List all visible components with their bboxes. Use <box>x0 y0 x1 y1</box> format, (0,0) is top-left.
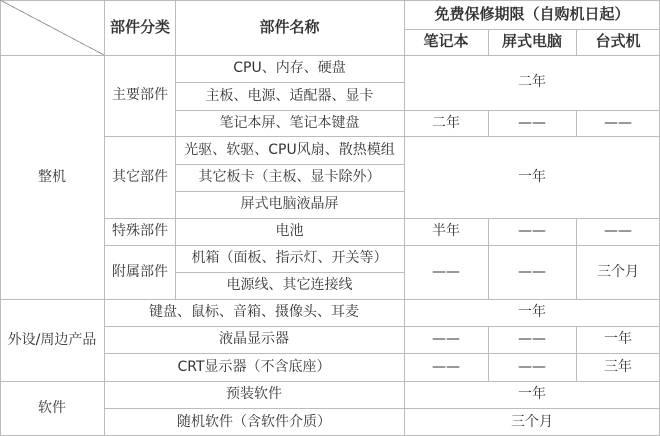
part-cables: 电源线、其它连接线 <box>226 277 353 294</box>
part-cpu-memory-disk: CPU、内存、硬盘 <box>233 60 346 77</box>
part-lcd-monitor: 液晶显示器 <box>219 331 289 348</box>
value-laptop-screen-desktop: —— <box>604 114 632 131</box>
header-col-laptop: 笔记本 <box>423 32 469 51</box>
part-battery: 电池 <box>275 223 304 240</box>
value-battery-laptop: 半年 <box>432 223 460 240</box>
value-accessory-laptop: —— <box>432 263 460 280</box>
part-preinstalled-software: 预装软件 <box>226 386 282 403</box>
header-warranty-title: 免费保修期限（自购机日起） <box>434 4 630 23</box>
value-accessory-desktop: 三个月 <box>597 263 639 280</box>
header-col-aio: 屏式电脑 <box>501 32 562 51</box>
part-optical-drive: 光驱、软驱、CPU风扇、散热模组 <box>184 141 395 158</box>
group-software: 软件 <box>38 400 66 417</box>
value-laptop-screen-aio: —— <box>518 114 546 131</box>
value-laptop-screen-laptop: 二年 <box>432 114 460 131</box>
group-whole: 整机 <box>38 168 66 185</box>
value-main-all: 二年 <box>518 74 546 91</box>
part-mainboard: 主板、电源、适配器、显卡 <box>205 87 374 104</box>
value-crt-aio: —— <box>518 358 546 375</box>
value-battery-desktop: —— <box>604 223 632 240</box>
part-crt-monitor: CRT显示器（不含底座） <box>177 358 331 375</box>
value-crt-laptop: —— <box>432 358 460 375</box>
part-other-boards: 其它板卡（主板、显卡除外） <box>198 169 381 186</box>
category-main: 主要部件 <box>112 87 168 104</box>
header-part-name: 部件名称 <box>259 17 320 36</box>
value-preinstalled-all: 一年 <box>518 386 546 403</box>
part-keyboard-mouse: 键盘、鼠标、音箱、摄像头、耳麦 <box>149 304 359 321</box>
header-col-desktop: 台式机 <box>595 32 641 51</box>
category-other: 其它部件 <box>112 168 168 185</box>
group-peripheral: 外设/周边产品 <box>7 331 97 348</box>
value-battery-aio: —— <box>518 223 546 240</box>
part-bundled-software: 随机软件（含软件介质） <box>177 413 331 430</box>
value-lcd-laptop: —— <box>432 331 460 348</box>
part-laptop-screen: 笔记本屏、笔记本键盘 <box>219 114 360 131</box>
value-accessory-aio: —— <box>518 263 546 280</box>
value-crt-desktop: 三年 <box>604 358 632 375</box>
category-accessory: 附属部件 <box>112 263 168 280</box>
value-bundled-all: 三个月 <box>511 413 553 430</box>
value-lcd-aio: —— <box>518 331 546 348</box>
part-chassis: 机箱（面板、指示灯、开关等） <box>191 250 388 267</box>
part-aio-lcd: 屏式电脑液晶屏 <box>240 196 339 213</box>
header-category: 部件分类 <box>109 17 170 36</box>
value-lcd-desktop: 一年 <box>604 331 632 348</box>
value-other-all: 一年 <box>518 168 546 185</box>
category-special: 特殊部件 <box>112 223 168 240</box>
value-keyboard-all: 一年 <box>518 304 546 321</box>
